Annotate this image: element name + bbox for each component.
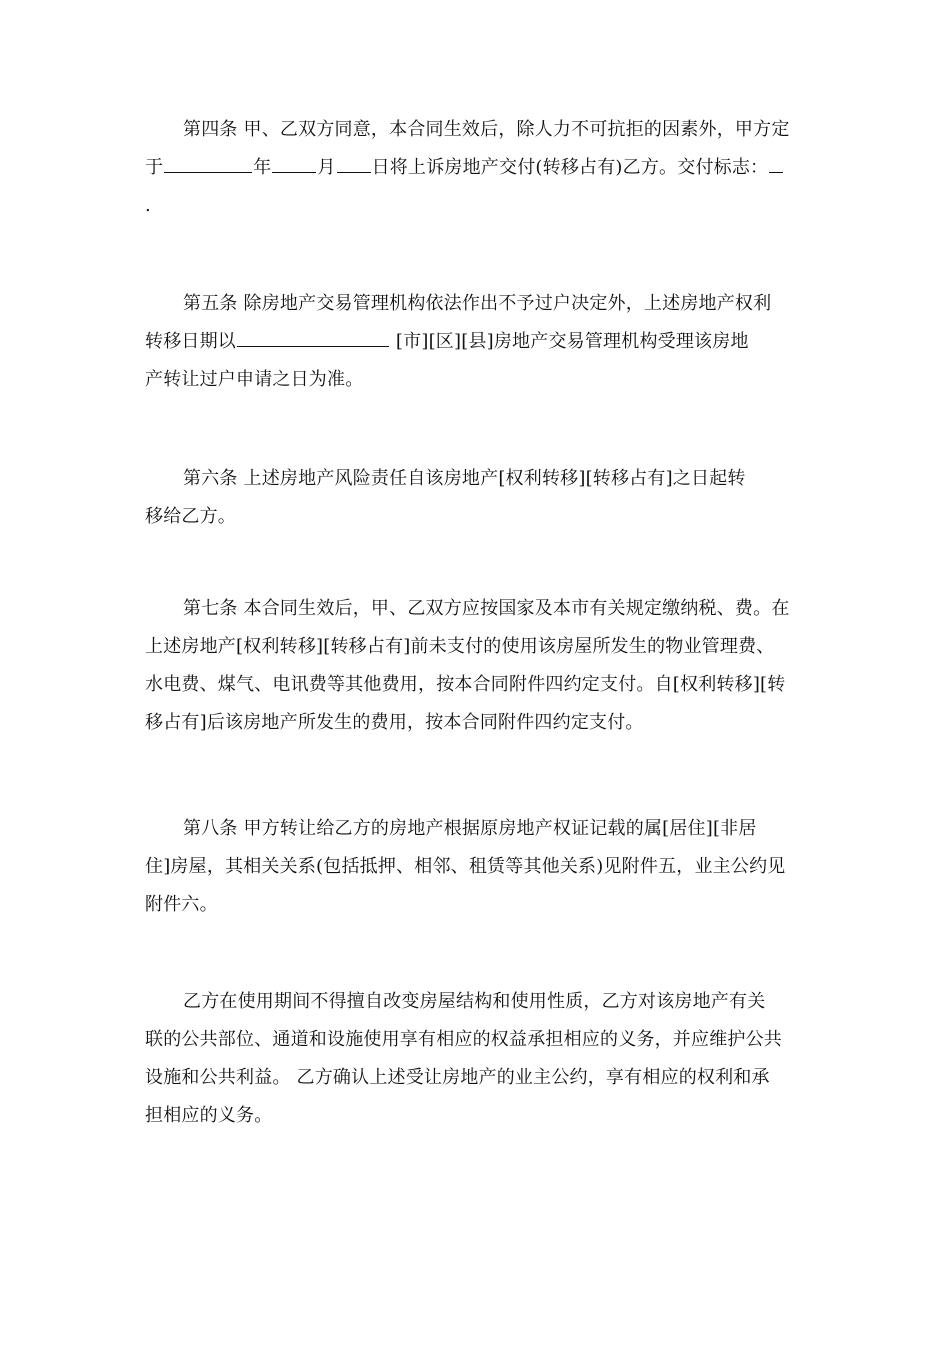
- article-7-line-2: 上述房地产[权利转移][转移占有]前未支付的使用该房屋所发生的物业管理费、: [145, 636, 775, 657]
- article-8-supplement: [145, 983, 825, 1135]
- article-5-line-3: 产转让过户申请之日为准。: [145, 369, 364, 390]
- article-7-line-3: 水电费、煤气、电讯费等其他费用，按本合同附件四约定支付。自[权利转移][转: [145, 674, 786, 695]
- article-5-line-1: 第五条 除房地产交易管理机构依法作出不予过户决定外，上述房地产权利: [183, 293, 772, 314]
- transfer-date-blank: [237, 326, 389, 347]
- article-4-prefix: 于: [145, 157, 164, 178]
- article-7-line-1: 第七条 本合同生效后，甲、乙双方应按国家及本市有关规定缴纳税、费。在: [183, 598, 790, 619]
- month-blank: [272, 152, 316, 173]
- article-7: [145, 590, 825, 742]
- month-label: 月: [317, 157, 336, 178]
- article-7-line-4: 移占有]后该房地产所发生的费用，按本合同附件四约定支付。: [145, 712, 644, 733]
- article-8-line-2: 住]房屋，其相关关系(包括抵押、相邻、租赁等其他关系)见附件五，业主公约见: [145, 856, 786, 877]
- article-6: [145, 460, 825, 536]
- article-5-line-2: [145, 323, 825, 361]
- article-4-line-2: [145, 149, 825, 187]
- supplement-line-3: 设施和公共利益。 乙方确认上述受让房地产的业主公约，享有相应的权利和承: [145, 1067, 770, 1088]
- article-6-line-2: 移给乙方。: [145, 506, 236, 527]
- supplement-line-1: 乙方在使用期间不得擅自改变房屋结构和使用性质，乙方对该房地产有关: [183, 991, 766, 1012]
- article-5-prefix: 转移日期以: [145, 331, 236, 352]
- article-4-line-1: 第四条 甲、乙双方同意，本合同生效后，除人力不可抗拒的因素外，甲方定: [183, 119, 790, 140]
- delivery-mark-blank: [769, 152, 783, 173]
- article-4: [145, 111, 825, 225]
- supplement-line-4: 担相应的义务。: [145, 1105, 273, 1126]
- year-label: 年: [253, 157, 272, 178]
- article-5: [145, 285, 825, 399]
- article-5-suffix: [市][区][县]房地产交易管理机构受理该房地: [390, 331, 749, 352]
- article-8: [145, 810, 825, 924]
- article-4-line-3: .: [145, 195, 151, 216]
- supplement-line-2: 联的公共部位、通道和设施使用享有相应的权益承担相应的义务，并应维护公共: [145, 1029, 782, 1050]
- article-6-line-1: 第六条 上述房地产风险责任自该房地产[权利转移][转移占有]之日起转: [183, 468, 746, 489]
- article-4-suffix: 日将上诉房地产交付(转移占有)乙方。交付标志：: [371, 157, 769, 178]
- article-8-line-3: 附件六。: [145, 894, 218, 915]
- article-8-line-1: 第八条 甲方转让给乙方的房地产根据原房地产权证记载的属[居住][非居: [183, 818, 757, 839]
- year-blank: [164, 152, 252, 173]
- day-blank: [337, 152, 371, 173]
